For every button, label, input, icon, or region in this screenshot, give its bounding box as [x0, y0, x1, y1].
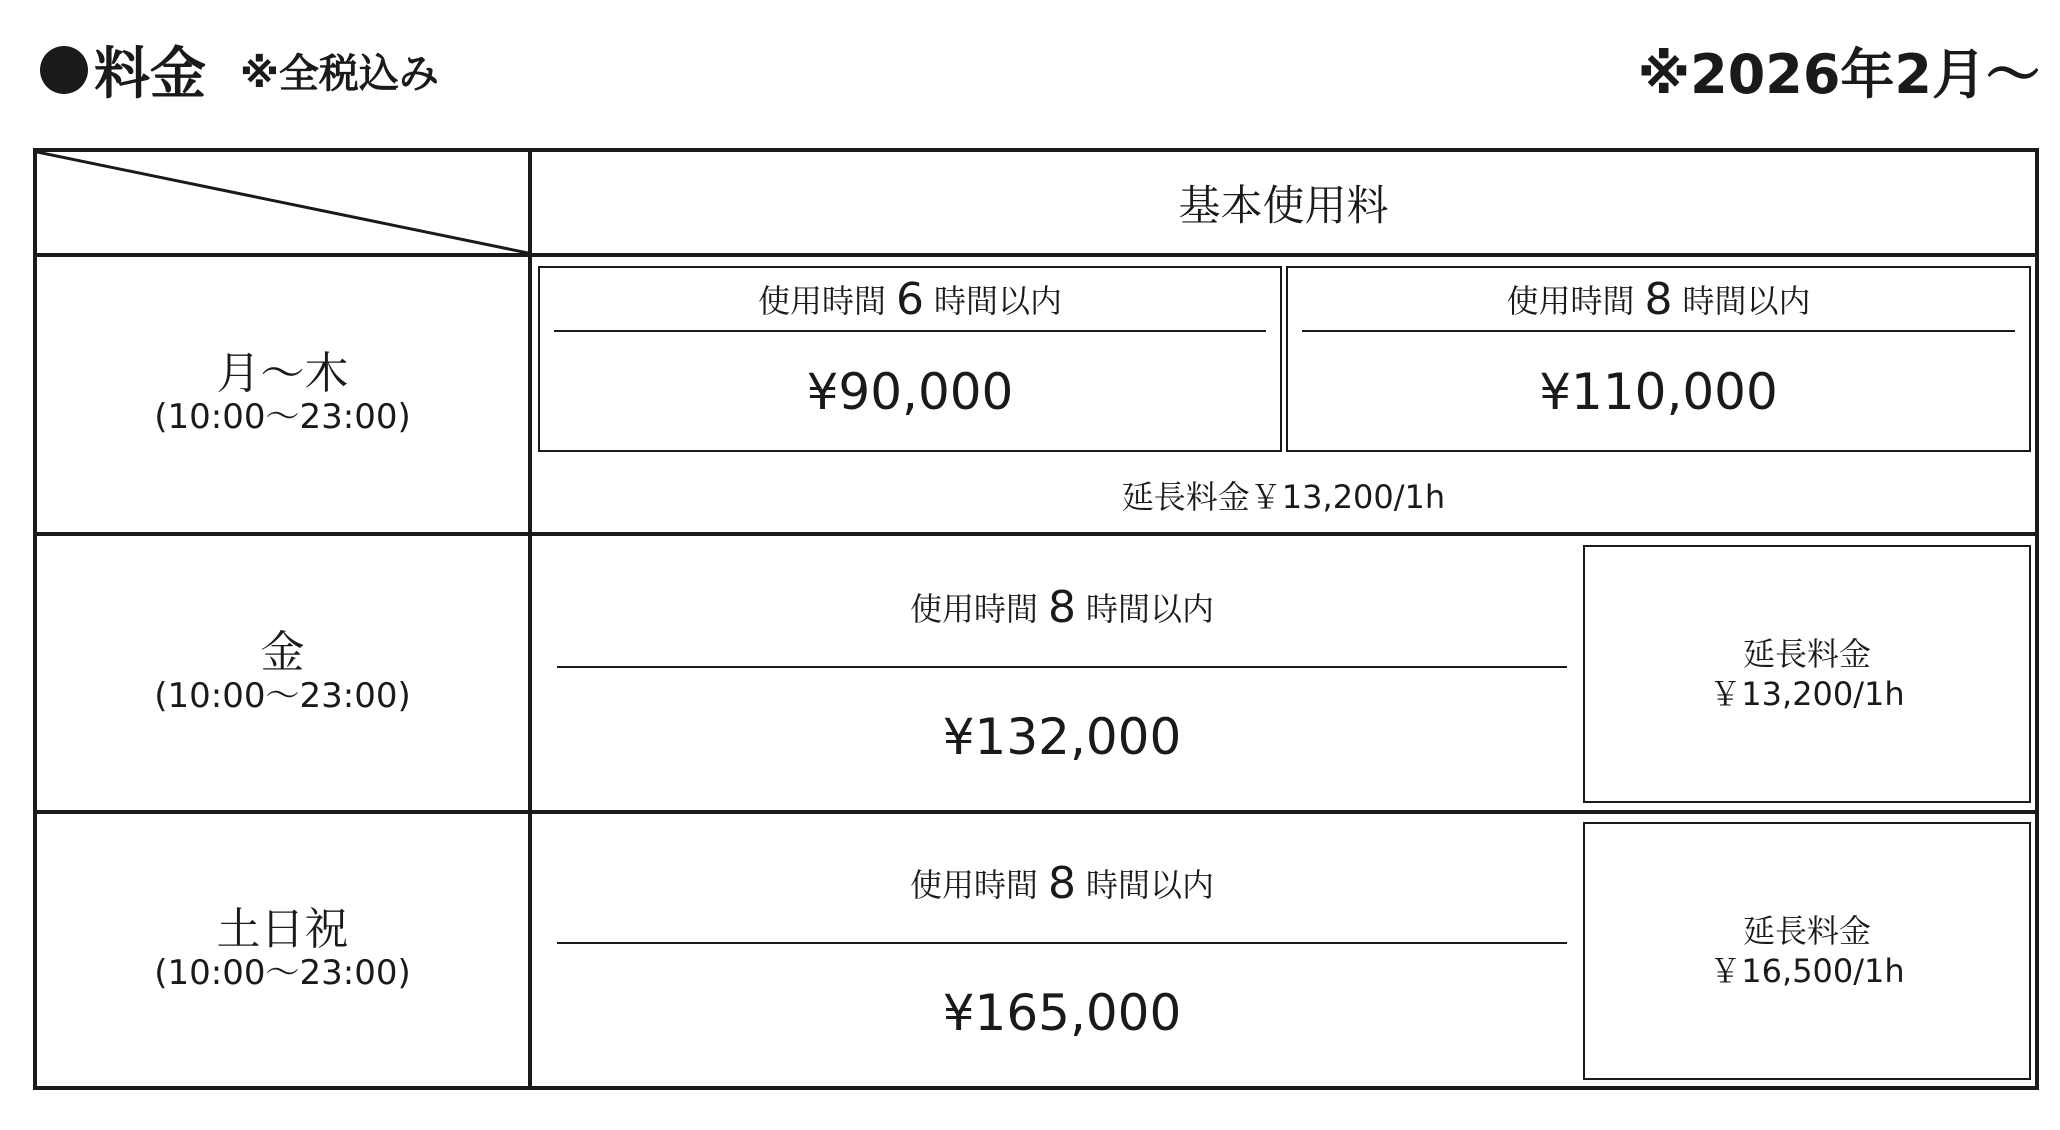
- plan-prefix: 使用時間: [909, 866, 1038, 904]
- page-title: [40, 30, 439, 110]
- plan-hours: 8: [1048, 581, 1076, 633]
- plan-divider: [557, 942, 1567, 944]
- plan-hours: 8: [1644, 273, 1673, 325]
- extension-box: [1583, 545, 2031, 803]
- day-name: 月～木: [216, 348, 349, 399]
- plan-suffix: 時間以内: [1086, 590, 1215, 628]
- plan-label: [1288, 268, 2029, 330]
- plan-suffix: 時間以内: [934, 282, 1063, 320]
- plan-divider: [557, 666, 1567, 668]
- title-text: 料金: [94, 42, 206, 107]
- plan-price: ¥90,000: [806, 363, 1014, 421]
- effective-date: ※2026年2月～: [1637, 42, 2040, 106]
- plan-box-8h: [1286, 266, 2031, 452]
- pricing-table: [33, 148, 2039, 1090]
- bullet-icon: [40, 46, 88, 94]
- day-name: 金: [260, 626, 305, 678]
- extension-fee: 延長料金￥13,200/1h: [1121, 477, 1446, 516]
- extension-label: 延長料金: [1742, 635, 1871, 673]
- day-name: 土日祝: [216, 903, 349, 955]
- plan-suffix: 時間以内: [1086, 866, 1215, 904]
- plan-divider: [554, 330, 1266, 332]
- plan-prefix: 使用時間: [909, 590, 1038, 628]
- corner-diagonal: [37, 152, 528, 253]
- plan-prefix: 使用時間: [757, 282, 886, 320]
- day-cell-weekend: [37, 814, 528, 1086]
- extension-box: [1583, 822, 2031, 1080]
- plan-hours: 8: [1048, 857, 1076, 909]
- tax-note: ※全税込み: [240, 50, 439, 97]
- extension-label: 延長料金: [1742, 912, 1871, 950]
- day-cell-fri: [37, 536, 528, 810]
- plan-suffix: 時間以内: [1682, 282, 1811, 320]
- extension-price: ￥13,200/1h: [1709, 675, 1905, 713]
- day-hours: (10:00～23:00): [154, 952, 411, 993]
- plan-divider: [1302, 330, 2015, 332]
- day-cell-mon-thu: [37, 257, 528, 532]
- plan-price: ¥132,000: [942, 708, 1182, 766]
- plan-prefix: 使用時間: [1506, 282, 1635, 320]
- plan-label: [540, 268, 1280, 330]
- plan-hours: 6: [896, 273, 924, 325]
- column-divider: [528, 152, 532, 1086]
- extension-price: ￥16,500/1h: [1709, 952, 1905, 990]
- basic-fee-header: 基本使用料: [1178, 180, 1389, 230]
- plan-label: [557, 848, 1567, 918]
- plan-box-6h: [538, 266, 1282, 452]
- plan-label: [557, 572, 1567, 642]
- day-hours: (10:00～23:00): [154, 397, 411, 438]
- plan-price: ¥165,000: [942, 984, 1182, 1042]
- plan-price: ¥110,000: [1539, 363, 1778, 421]
- day-hours: (10:00～23:00): [154, 675, 411, 716]
